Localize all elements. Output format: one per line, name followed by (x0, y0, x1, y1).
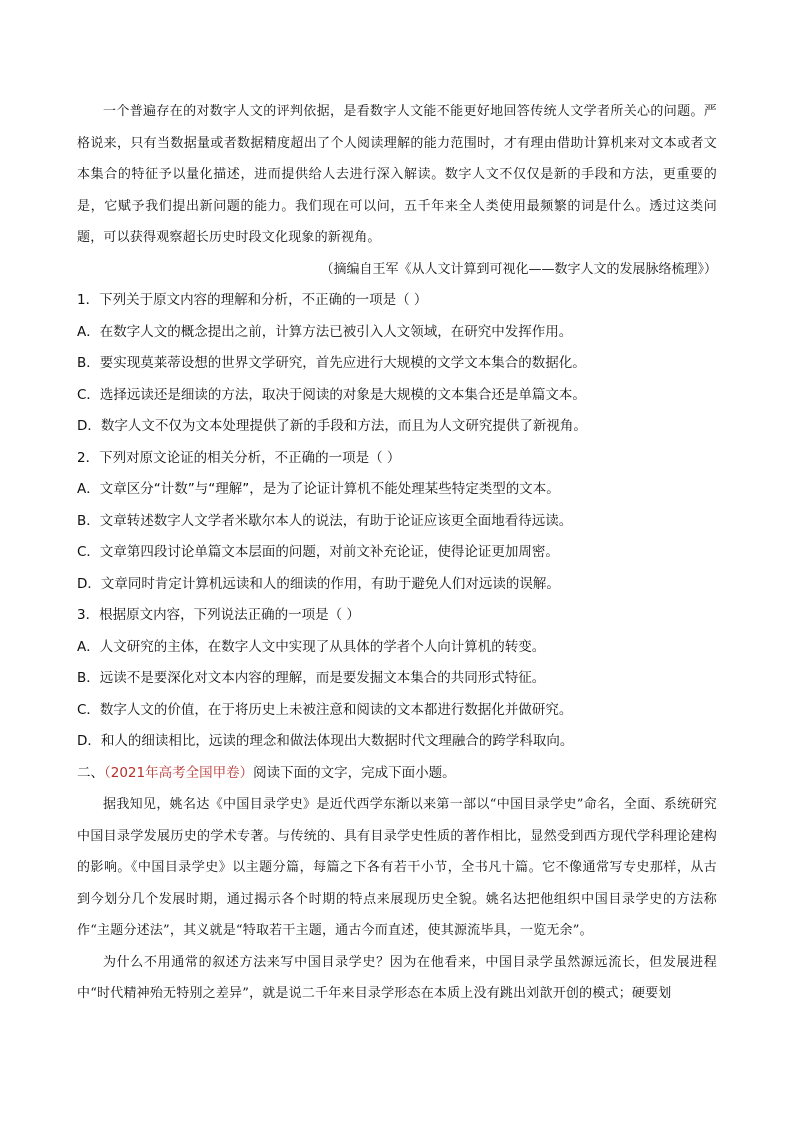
section-paragraph: 据我知见，姚名达《中国目录学史》是近代西学东渐以来第一部以“中国目录学史”命名，全面、系统研究中国目录学发展历史的学术专著。与传统的、具有目录学史性质的著作相比，显然受到西方现代学科理论建构的影响。《中国目录学史》以主题分篇，每篇之下各有若干小节，全书凡十篇。它不像通常写专史那样，从古到今划分几个发展时期，通过揭示各个时期的特点来展现历史全貌。姚名达把他组织中国目录学史的方法称作“主题分述法”，其义就是“特取若干主题，通古今而直述，使其源流毕具，一览无余”。 (77, 797, 717, 938)
option-c: C．选择远读还是细读的方法，取决于阅读的对象是大规模的文本集合还是单篇文本。 (77, 386, 586, 403)
option-b: B．要实现莫莱蒂设想的世界文学研究，首先应进行大规模的文学文本集合的数据化。 (77, 355, 586, 371)
option-c: C．文章第四段讨论单篇文本层面的问题，对前文补充论证，使得论证更加周密。 (77, 544, 559, 560)
option-a: A．在数字人文的概念提出之前，计算方法已被引入人文领域，在研究中发挥作用。 (77, 323, 573, 340)
question-1 (77, 285, 717, 443)
passage-paragraph: 一个普遍存在的对数字人文的评判依据，是看数字人文能不能更好地回答传统人文学者所关心的问题。严格说来，只有当数据量或者数据精度超出了个人阅读理解的能力范围时，才有理由借助计算机来对文本或者文本集合的特征予以量化描述，进而提供给人去进行深入解读。数字人文不仅仅是新的手段和方法，更重要的是，它赋予我们提出新问题的能力。我们现在可以问，五千年来全人类使用最频繁的词是什么。透过这类问题，可以获得观察超长历史时段文化现象的新视角。 (77, 104, 717, 245)
exam-source-tag: （2021年高考全国甲卷） (104, 764, 254, 781)
section-heading (77, 758, 717, 790)
question-2 (77, 443, 717, 601)
option-b: B．文章转述数字人文学者米歇尔本人的说法，有助于论证应该更全面地看待远读。 (77, 512, 573, 529)
section-prefix: 二、 (77, 764, 104, 781)
document-content (77, 96, 717, 1010)
question-stem: 1．下列关于原文内容的理解和分析，不正确的一项是（ ） (77, 292, 428, 308)
section-instruction: 阅读下面的文字，完成下面小题。 (253, 764, 456, 781)
question-3 (77, 600, 717, 758)
question-stem: 3．根据原文内容，下列说法正确的一项是（ ） (77, 607, 360, 623)
section-paragraph: 为什么不用通常的叙述方法来写中国目录学史？因为在他看来，中国目录学虽然源远流长，但发展进程中“时代精神殆无特别之差异”，就是说二千年来目录学形态在本质上没有跳出刘歆开创的模式；硬要划 (77, 954, 717, 1001)
option-a: A．人文研究的主体，在数字人文中实现了从具体的学者个人向计算机的转变。 (77, 638, 546, 655)
passage-source: （摘编自王军《从人文计算到可视化——数字人文的发展脉络梳理》） (320, 261, 717, 277)
option-d: D．数字人文不仅为文本处理提供了新的手段和方法，而且为人文研究提供了新视角。 (77, 418, 587, 434)
question-stem: 2．下列对原文论证的相关分析，不正确的一项是（ ） (77, 449, 401, 466)
option-a: A．文章区分“计数”与“理解”，是为了论证计算机不能处理某些特定类型的文本。 (77, 481, 560, 497)
option-b: B．远读不是要深化对文本内容的理解，而是要发掘文本集合的共同形式特征。 (77, 670, 546, 686)
option-d: D．和人的细读相比，远读的理念和做法体现出大数据时代文理融合的跨学科取向。 (77, 733, 574, 749)
option-c: C．数字人文的价值，在于将历史上未被注意和阅读的文本都进行数据化并做研究。 (77, 701, 573, 718)
option-d: D．文章同时肯定计算机远读和人的细读的作用，有助于避免人们对远读的误解。 (77, 575, 560, 592)
